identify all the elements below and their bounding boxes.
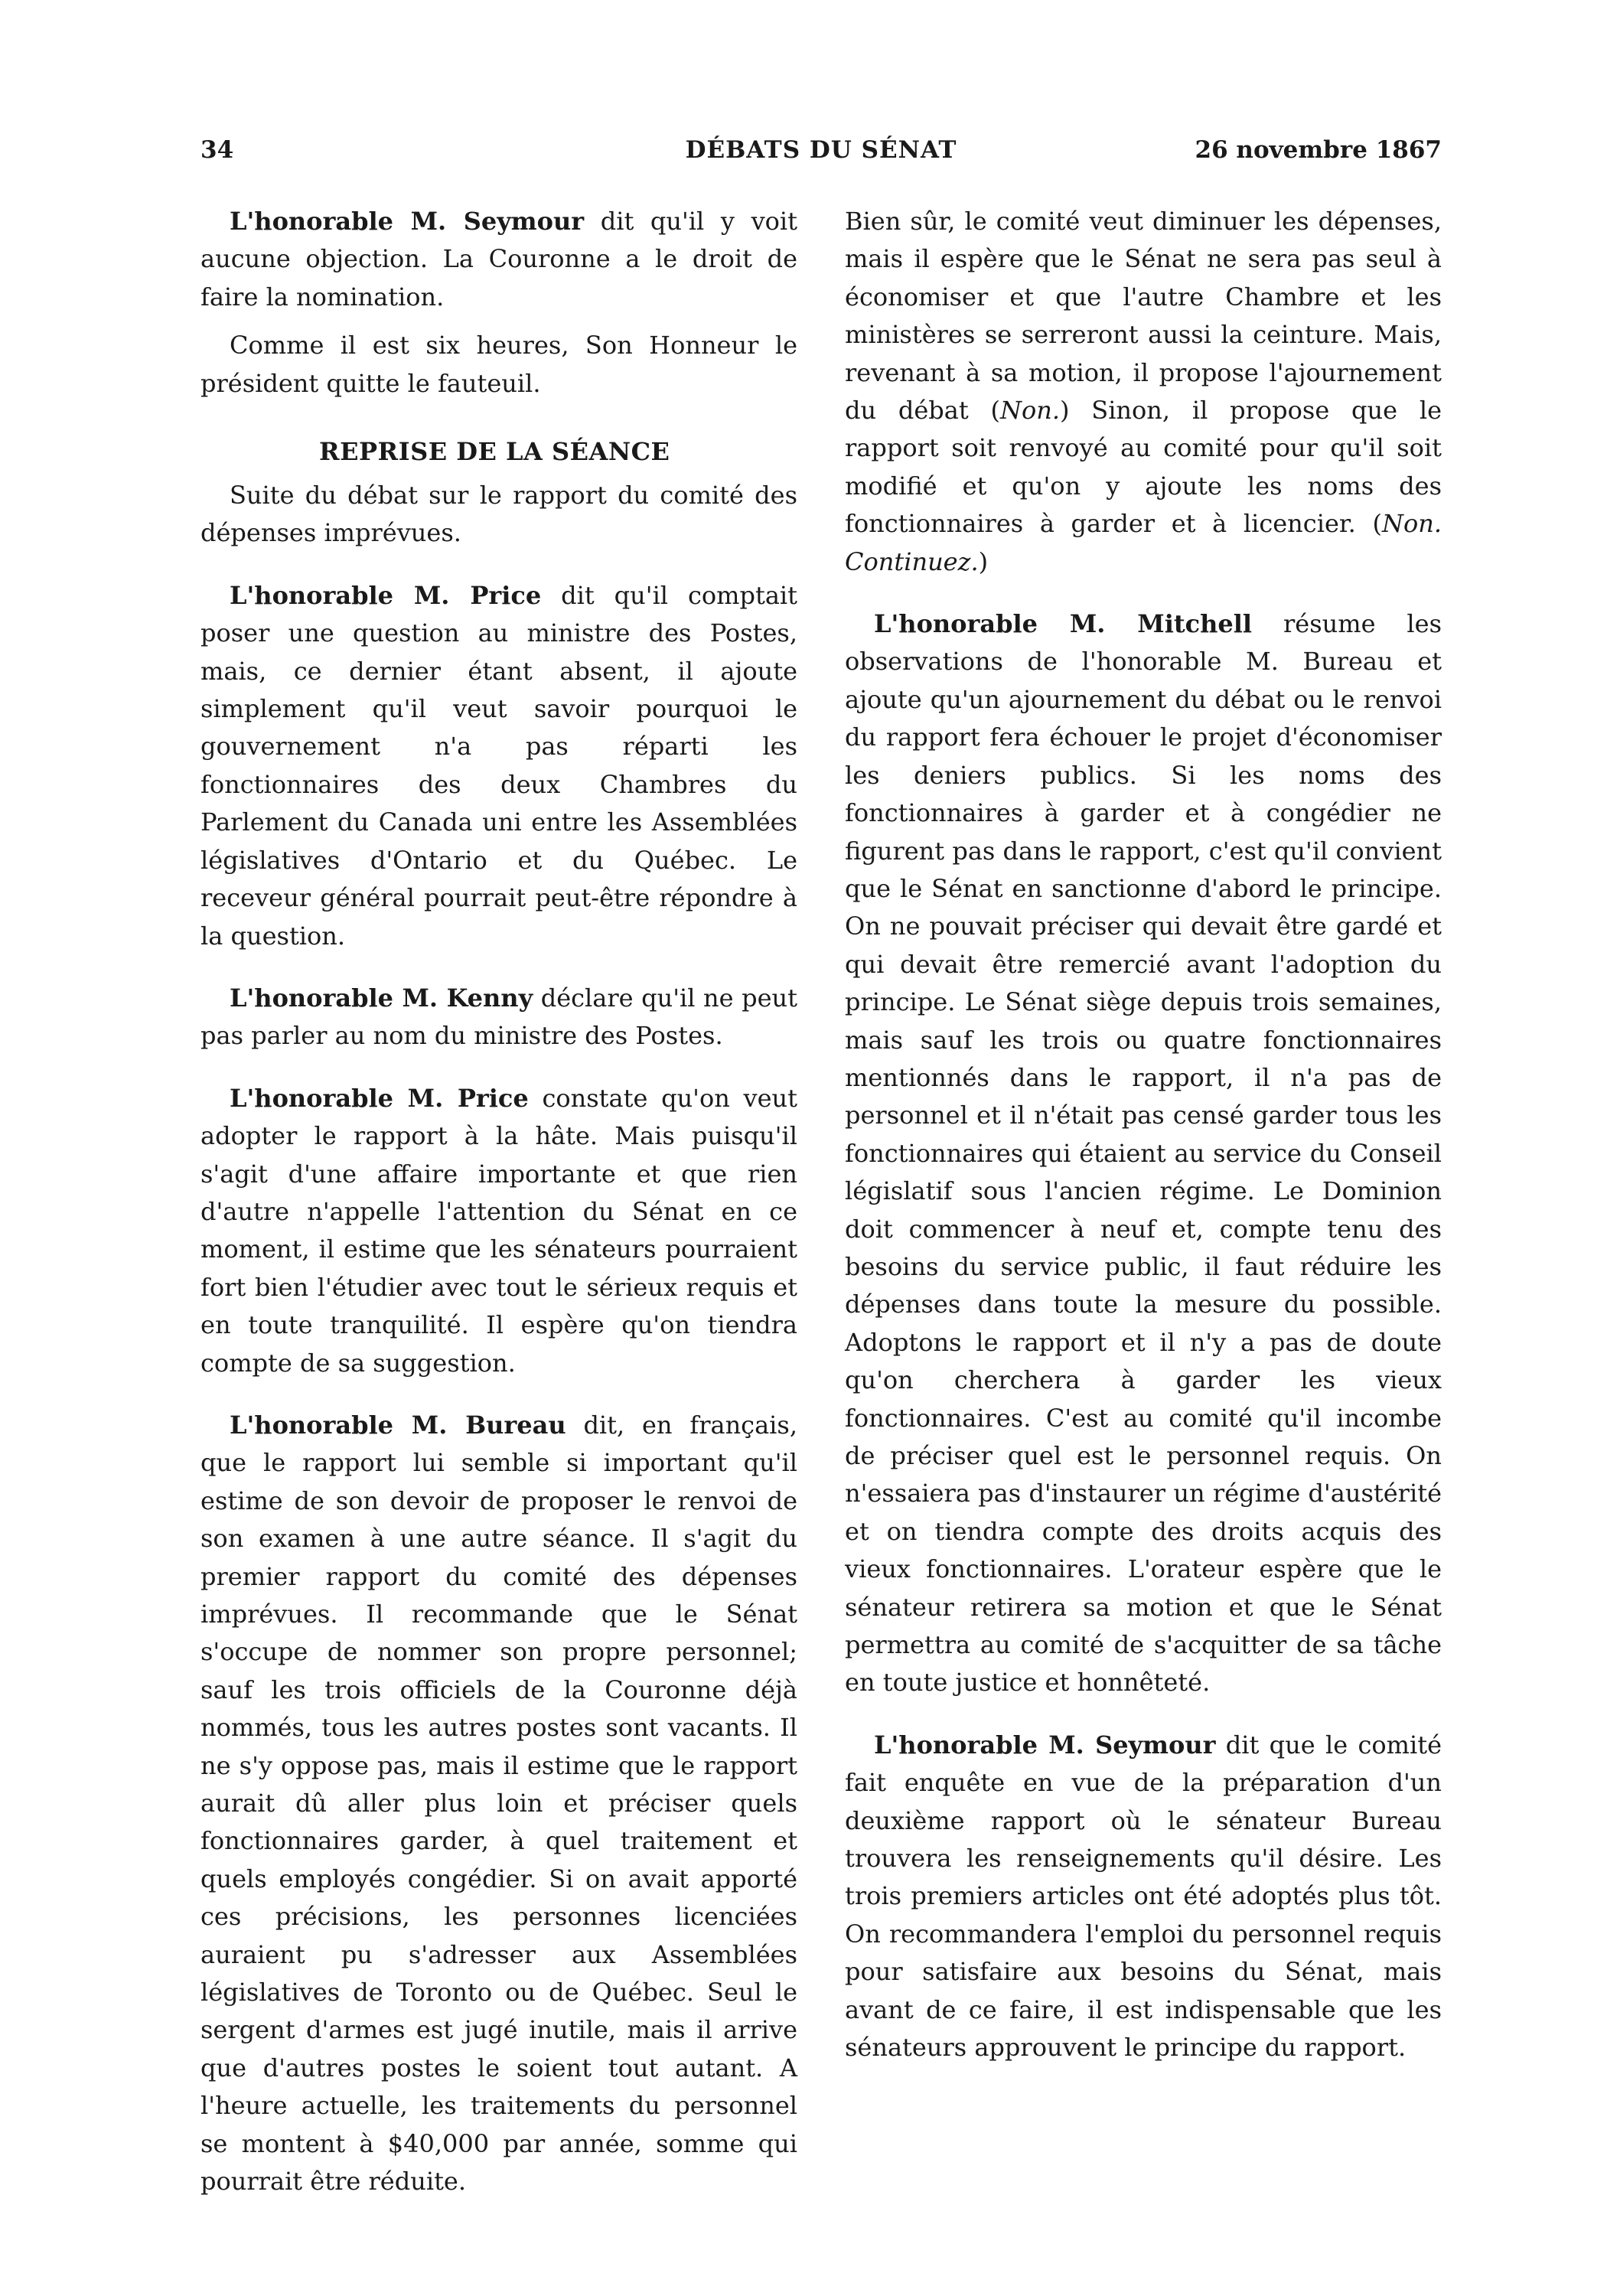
speaker-name: L'honorable M. Seymour — [874, 1730, 1216, 1760]
speaker-name: L'honorable M. Seymour — [230, 207, 585, 236]
speaker-name: L'honorable M. Bureau — [230, 1410, 566, 1440]
paragraph — [200, 327, 797, 403]
paragraph-text: ) Sinon, il propose que le rapport soit renvoyé au comité pour qu'il soit modifié et qu'on y ajoute les noms des fonctionnaires à garder et à licencier. ( — [845, 396, 1442, 539]
paragraph-text: ) — [978, 546, 989, 576]
speaker-name: L'honorable M. Price — [230, 1083, 529, 1113]
paragraph-text: déclare qu'il ne peut pas parler au nom du ministre des Postes. — [200, 983, 798, 1051]
paragraph-text: dit qu'il comptait poser une question au ministre des Postes, mais, ce dernier étant absent, il ajoute simplement qu'il veut savoir pourquoi le gouvernement n'a pas réparti les fonctionnaires des deux Chambres du Parlement du Canada uni entre les Assemblées législatives d'Ontario et du Québec. Le receveur général pourrait peut-être répondre à la question. — [200, 580, 798, 951]
paragraph-text: Bien sûr, le comité veut diminuer les dépenses, mais il espère que le Sénat ne sera pas seul à économiser et que l'autre Chambre et les ministères se serreront aussi la ceinture. Mais, revenant à sa motion, il propose l'ajournement du débat ( — [845, 207, 1442, 426]
left-column — [200, 203, 797, 2226]
speaker-name: L'honorable M. Mitchell — [874, 609, 1253, 639]
page-number: 34 — [200, 136, 234, 164]
paragraph — [200, 1407, 797, 2201]
speaker-name: L'honorable M. Kenny — [230, 983, 533, 1013]
running-title: DÉBATS DU SÉNAT — [685, 136, 957, 164]
interjection: Non. — [999, 396, 1061, 426]
paragraph — [200, 1080, 797, 1382]
header-date: 26 novembre 1867 — [1195, 136, 1442, 164]
paragraph-text: constate qu'on veut adopter le rapport à la hâte. Mais puisqu'il s'agit d'une affaire importante et que rien d'autre n'appelle l'attention du Sénat en ce moment, il estime que les sénateurs pourraient fort bien l'étudier avec tout le sérieux requis et en toute tranquilité. Il espère qu'on tiendra compte de sa suggestion. — [200, 1083, 798, 1378]
paragraph-text: Suite du débat sur le rapport du comité des dépenses imprévues. — [200, 481, 797, 548]
paragraph — [845, 1727, 1442, 2067]
paragraph-text: résume les observations de l'honorable M. Bureau et ajoute qu'un ajournement du débat ou le renvoi du rapport fera échouer le projet d'économiser les deniers publics. Si les noms des fonctionnaires à garder et à congédier ne figurent pas dans le rapport, c'est qu'il convient que le Sénat en sanctionne d'abord le principe. On ne pouvait préciser qui devait être gardé et qui devait être remercié avant l'adoption du principe. Le Sénat siège depuis trois semaines, mais sauf les trois ou quatre fonctionnaires mentionnés dans le rapport, il n'a pas de personnel et il n'était pas censé garder tous les fonctionnaires qui étaient au service du Conseil législatif sous l'ancien régime. Le Dominion doit commencer à neuf et, compte tenu des besoins du service public, il faut réduire les dépenses dans toute la mesure du possible. Adoptons le rapport et il n'y a pas de doute qu'on cherchera à garder les vieux fonctionnaires. C'est au comité qu'il incombe de préciser quel est le personnel requis. On n'essaiera pas d'instaurer un régime d'austérité et on tiendra compte des droits acquis des vieux fonctionnaires. L'orateur espère que le sénateur retirera sa motion et que le Sénat permettra au comité de s'acquitter de sa tâche en toute justice et honnêteté. — [845, 609, 1442, 1698]
paragraph — [845, 203, 1442, 581]
right-column — [845, 203, 1442, 2226]
paragraph — [845, 605, 1442, 1702]
speaker-name: L'honorable M. Price — [230, 580, 542, 610]
paragraph — [200, 980, 797, 1055]
page-header — [200, 136, 1442, 174]
paragraph — [200, 577, 797, 955]
text-columns — [200, 203, 1442, 2226]
paragraph-text: dit qu'il y voit aucune objection. La Couronne a le droit de faire la nomination. — [200, 207, 797, 311]
paragraph-text: Comme il est six heures, Son Honneur le président quitte le fauteuil. — [200, 331, 797, 398]
paragraph — [200, 477, 797, 553]
section-heading: REPRISE DE LA SÉANCE — [319, 437, 670, 467]
paragraph-text: dit, en français, que le rapport lui semble si important qu'il estime de son devoir de proposer le renvoi de son examen à une autre séance. Il s'agit du premier rapport du comité des dépenses imprévues. Il recommande que le Sénat s'occupe de nommer son propre personnel; sauf les trois officiels de la Couronne déjà nommés, tous les autres postes sont vacants. Il ne s'y oppose pas, mais il estime que le rapport aurait dû aller plus loin et préciser quels fonctionnaires garder, à quel traitement et quels employés congédier. Si on avait apporté ces précisions, les personnes licenciées auraient pu s'adresser aux Assemblées législatives de Toronto ou de Québec. Seul le sergent d'armes est jugé inutile, mais il arrive que d'autres postes le soient tout autant. A l'heure actuelle, les traitements du personnel se montent à $40,000 par année, somme qui pourrait être réduite. — [200, 1410, 798, 2197]
interjection: Non. Continuez. — [845, 509, 1442, 576]
paragraph — [200, 203, 797, 316]
paragraph-text: dit que le comité fait enquête en vue de la préparation d'un deuxième rapport où le sénateur Bureau trouvera les renseignements qu'il désire. Les trois premiers articles ont été adoptés plus tôt. On recommandera l'emploi du personnel requis pour satisfaire aux besoins du Sénat, mais avant de ce faire, il est indispensable que les sénateurs approuvent le principe du rapport. — [845, 1730, 1442, 2063]
